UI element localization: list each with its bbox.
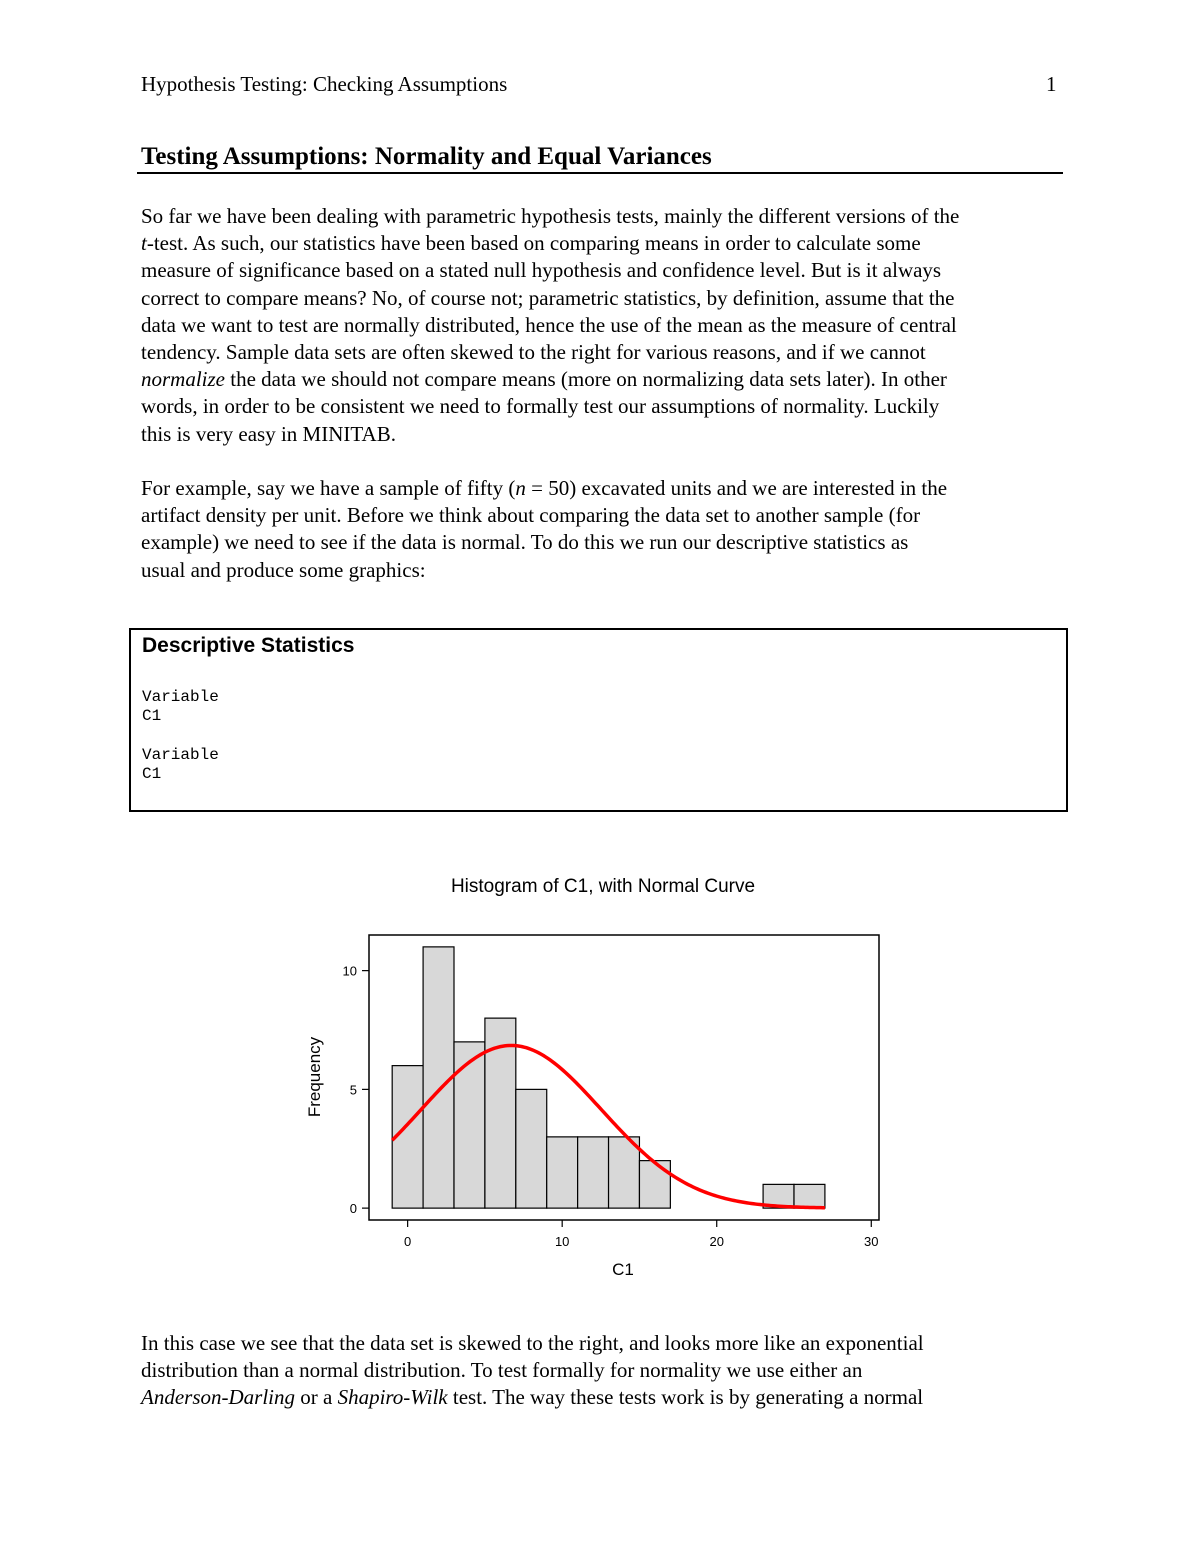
italic-normalize: normalize [141,367,225,392]
text-line: this is very easy in MINITAB. [141,421,396,446]
stats-cell: Variable [142,688,219,706]
x-axis [404,1220,878,1249]
italic-anderson-darling: Anderson-Darling [141,1385,295,1410]
y-tick-label: 0 [349,1201,357,1217]
y-tick-label: 10 [342,963,357,979]
paragraph-example [141,475,1061,584]
italic-t: t [141,231,147,256]
histogram-bars [392,947,825,1208]
text-line: usual and produce some graphics: [141,557,426,582]
text-line: distribution than a normal distribution. To test formally for normality we use either an [141,1358,863,1383]
x-tick-label: 0 [404,1234,412,1249]
y-axis-label: Frequency [305,1036,324,1118]
text-line: In this case we see that the data set is skewed to the right, and looks more like an exponential [141,1331,924,1355]
histogram-bar [609,1137,640,1208]
y-axis [343,964,369,1217]
text-line: So far we have been dealing with parametric hypothesis tests, mainly the different versions of the [141,204,960,228]
histogram-bar [547,1137,578,1208]
paragraph-intro [141,203,1061,448]
stats-cell: Variable [142,746,219,764]
text-line: correct to compare means? No, of course not; parametric statistics, by definition, assume that the [141,285,955,310]
text-line: example) we need to see if the data is normal. To do this we run our descriptive statistics as [141,530,909,555]
chart-title: Histogram of C1, with Normal Curve [450,876,756,897]
text-line: words, in order to be consistent we need to formally test our assumptions of normality. Luckily [141,394,940,419]
stats-cell: C1 [142,707,162,725]
descriptive-statistics-box [129,628,1068,812]
text-line: tendency. Sample data sets are often skewed to the right for various reasons, and if we cannot [141,340,926,365]
histogram-bar [578,1137,609,1208]
stats-cell: C1 [142,765,162,783]
italic-n: n [515,476,526,500]
histogram-bar [639,1161,670,1209]
histogram-chart [0,860,1200,1290]
text-line: Anderson-Darling or a Shapiro-Wilk test. The way these tests work is by generating a normal [141,1385,924,1410]
text-line: For example, say we have a sample of fifty (n = 50) excavated units and we are interested in the [141,476,948,500]
histogram-bar [454,1042,485,1208]
text-line: artifact density per unit. Before we think about comparing the data set to another sample (for [141,503,921,528]
section-heading: Testing Assumptions: Normality and Equal Variances [141,143,712,170]
text-line: measure of significance based on a stated null hypothesis and confidence level. But is it always [141,258,942,283]
histogram-bar [794,1184,825,1208]
page-header-title: Hypothesis Testing: Checking Assumptions [141,72,508,96]
text-line: data we want to test are normally distributed, hence the use of the mean as the measure of central [141,312,957,337]
text-line: normalize the data we should not compare means (more on normalizing data sets later). In other [141,367,947,392]
x-tick-label: 30 [864,1234,879,1249]
heading-rule [137,172,1063,174]
x-tick-label: 20 [709,1234,724,1249]
italic-shapiro-wilk: Shapiro-Wilk [337,1385,448,1410]
page-number: 1 [1046,72,1057,96]
y-tick-label: 5 [349,1082,357,1098]
paragraph-conclusion [141,1330,1061,1412]
x-axis-label: C1 [612,1260,634,1279]
text-line: t-test. As such, our statistics have been based on comparing means in order to calculate some [141,231,921,256]
stats-title: Descriptive Statistics [142,634,355,657]
x-tick-label: 10 [554,1234,570,1249]
histogram-bar [516,1089,547,1208]
